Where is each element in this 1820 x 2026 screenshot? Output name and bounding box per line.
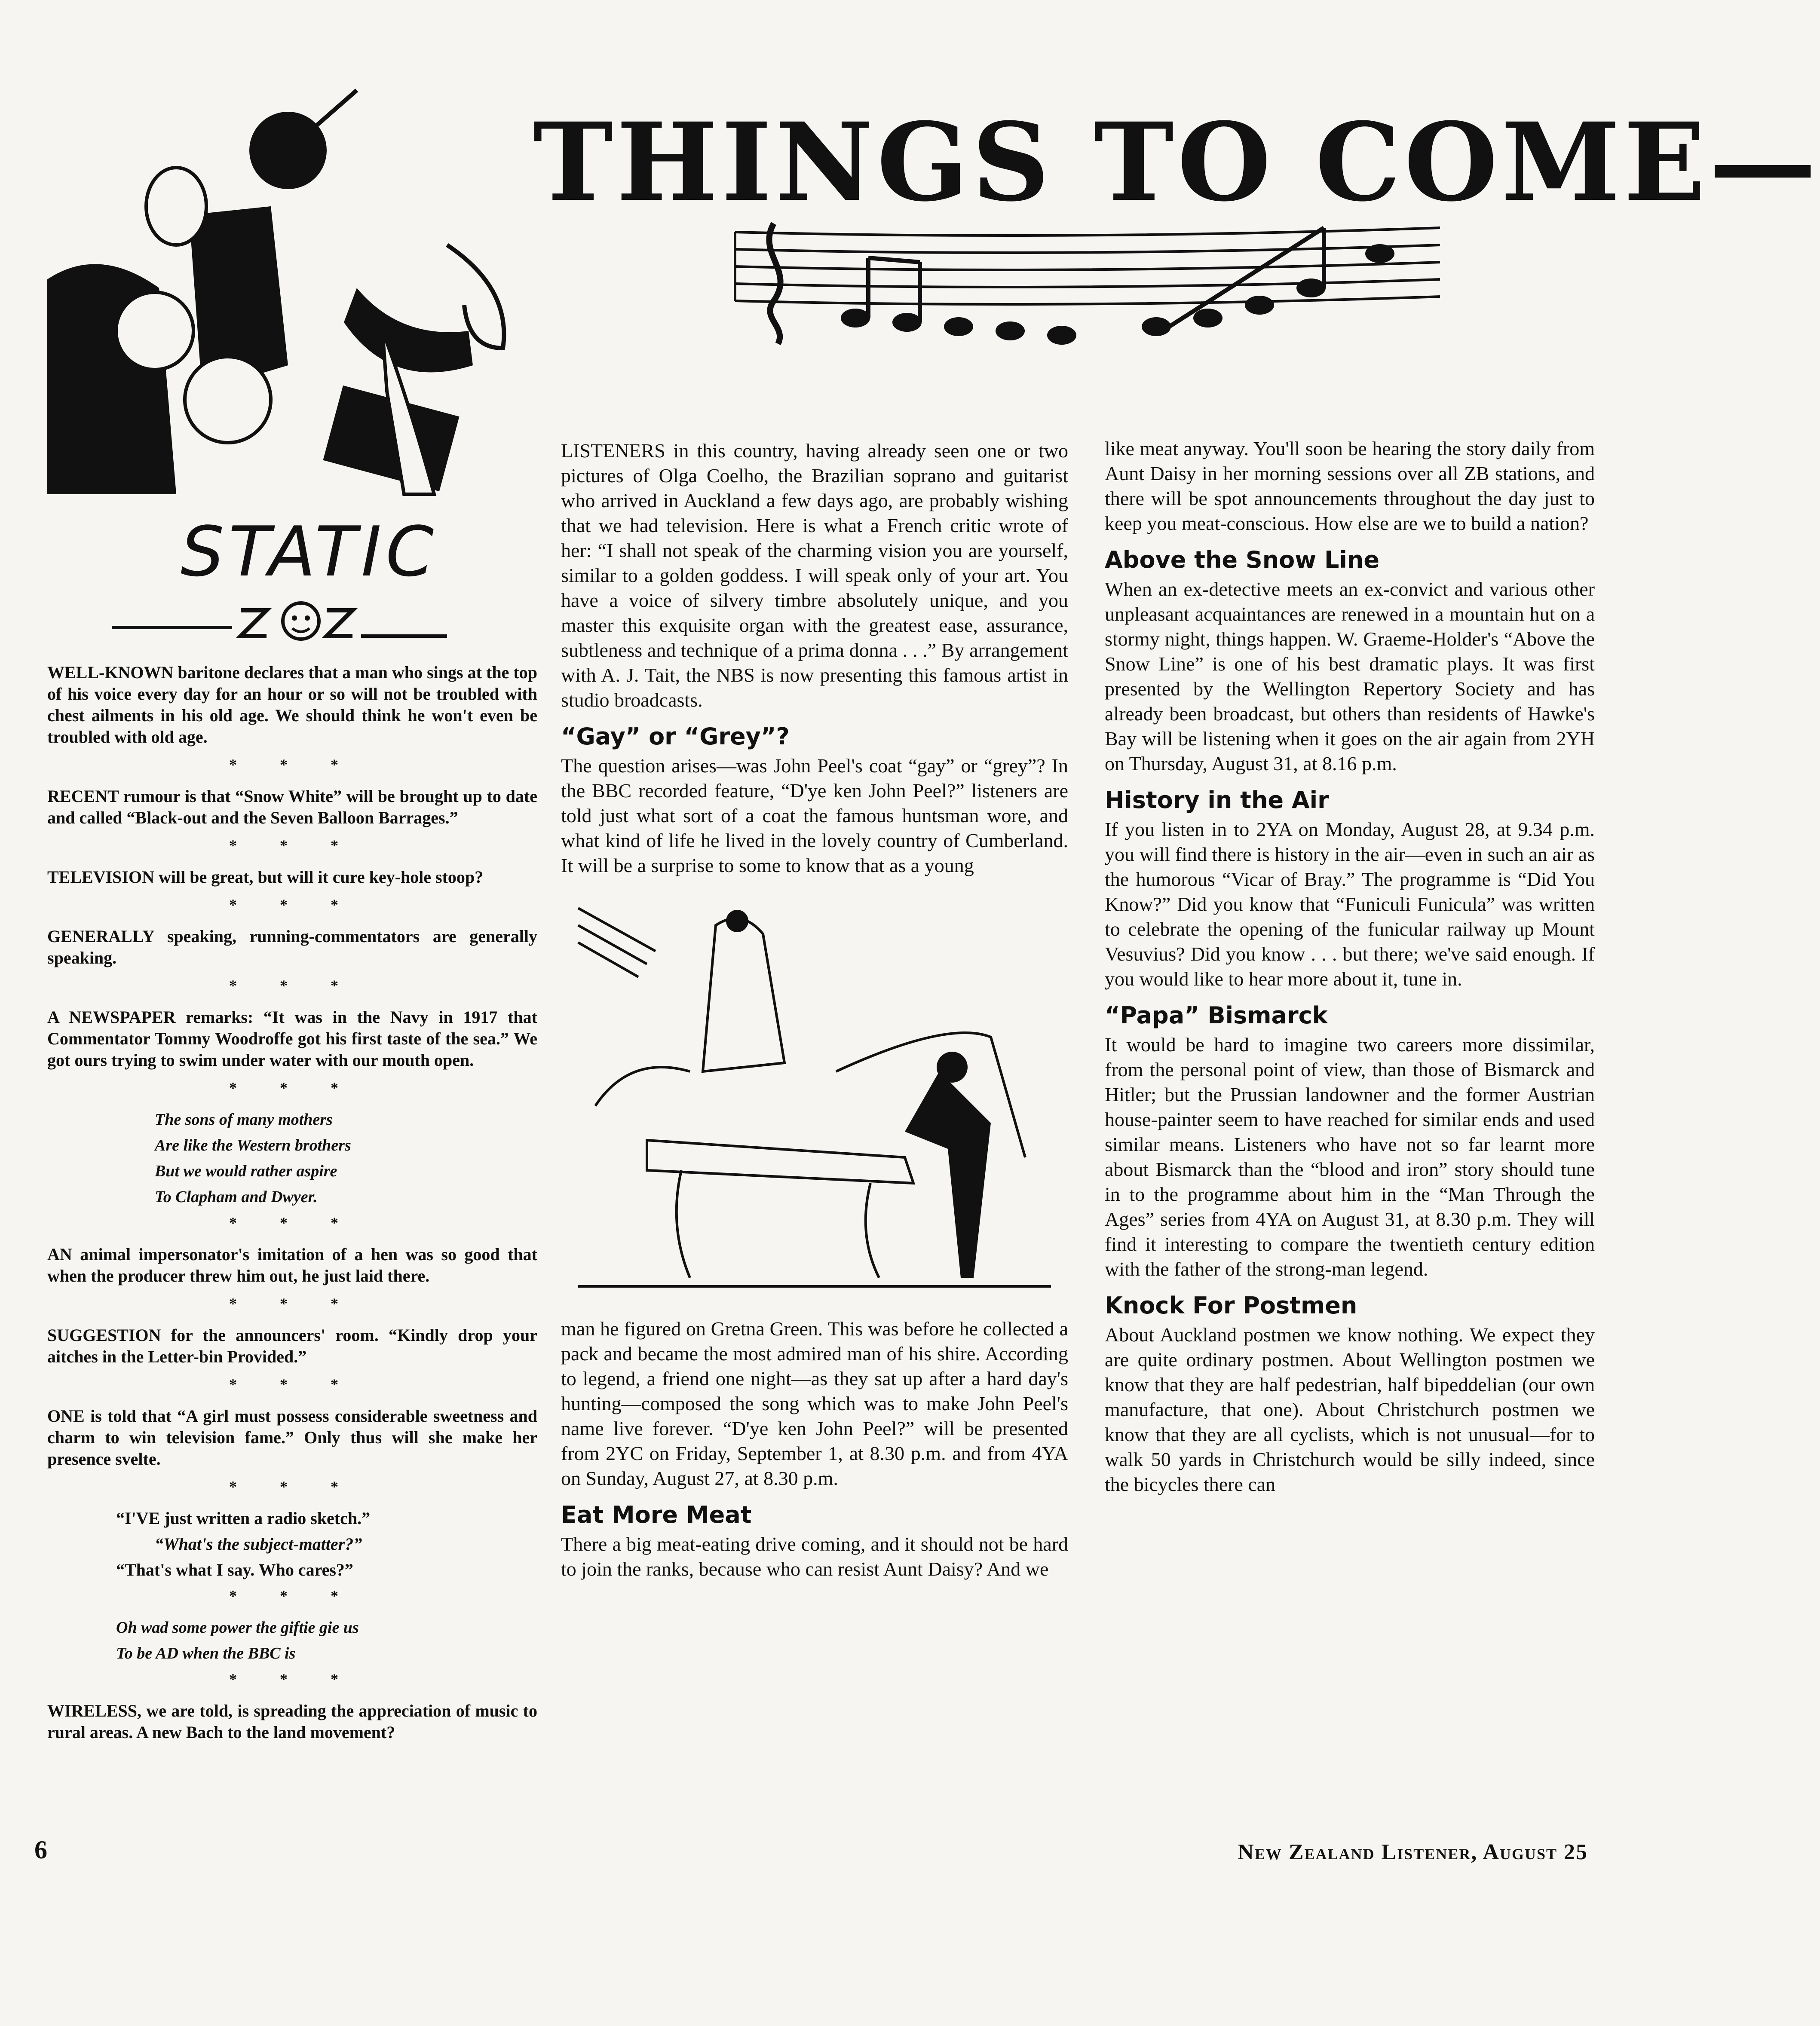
verse-line: But we would rather aspire — [155, 1162, 337, 1180]
stars-divider: *** — [229, 896, 381, 913]
meat-paragraph: There a big meat-eating drive coming, and it should not be hard to join the ranks, because who can resist Aunt Daisy? And we — [561, 1533, 1068, 1580]
heading-above-snow-line: Above the Snow Line — [1105, 546, 1379, 573]
static-item: RECENT rumour is that “Snow White” will be brought up to date and called “Black-out and the Seven Balloon Barrages.” — [47, 787, 537, 827]
musicians-illustration — [47, 64, 542, 516]
static-item: A NEWSPAPER remarks: “It was in the Navy in 1917 that Commentator Tommy Woodroffe got his first taste of the sea.” We got ours trying to swim under water with our mouth open. — [47, 1007, 537, 1070]
verse-line: Are like the Western brothers — [155, 1136, 351, 1154]
stars-divider: *** — [229, 977, 381, 994]
static-column — [47, 662, 537, 1751]
gay-paragraph: The question arises—was John Peel's coat “gay” or “grey”? In the BBC recorded feature, “D'ye ken John Peel?” listeners are told just what sort of a coat the famous huntsman wore, and what kind of life he lived in the lovely country of Cumberland. It will be a surprise to some to know that as a young — [561, 755, 1068, 876]
heading-history-in-air: History in the Air — [1105, 787, 1329, 814]
static-item: GENERALLY speaking, running-commentators are generally speaking. — [47, 927, 537, 967]
page-number: 6 — [34, 1836, 47, 1864]
music-staff-illustration — [726, 215, 1449, 395]
dialog-line: “What's the subject-matter?” — [155, 1534, 362, 1554]
right-column — [1105, 436, 1595, 1505]
middle-column — [561, 438, 1068, 1589]
stars-divider: *** — [229, 1376, 381, 1393]
static-title: STATIC — [181, 511, 438, 592]
static-item: TELEVISION will be great, but will it cure key-hole stoop? — [47, 867, 484, 887]
stars-divider: *** — [229, 1587, 381, 1604]
heading-papa-bismarck: “Papa” Bismarck — [1105, 1002, 1328, 1029]
static-item: WELL-KNOWN baritone declares that a man who sings at the top of his voice every day for an hour or so will not be troubled with chest ailments in his old age. We should think he won't even be troubled with old age. — [47, 663, 537, 747]
stars-divider: *** — [229, 1671, 381, 1688]
heading-eat-more-meat: Eat More Meat — [561, 1501, 752, 1528]
history-paragraph: If you listen in to 2YA on Monday, August 28, at 9.34 p.m. you will find there is history in the air—even in such an air as the humorous “Vicar of Bray.” The programme is “Did You Know?” Did you know that “Funiculi Funicula” was written to celebrate the opening of the funicular railway up Mount Vesuvius? Did you know . . . but there; we've said enough. If you would like to hear more about it, tune in. — [1105, 818, 1595, 990]
intro-paragraph: LISTENERS in this country, having already seen one or two pictures of Olga Coelho, the Brazilian soprano and guitarist who arrived in Auckland a few days ago, are probably wishing that we had television. Here is what a French critic wrote of her: “I shall not speak of the charming vision you are yourself, similar to a golden goddess. I will speak only of your art. You have a voice of silvery timbre absolutely unique, and you master this exquisite organ with the greatest ease, assurance, subtleness and technique of a prima donna . . .” By arrangement with A. J. Tait, the NBS is now presenting this famous artist in studio broadcasts. — [561, 440, 1068, 711]
stars-divider: *** — [229, 837, 381, 854]
verse-line: To Clapham and Dwyer. — [155, 1188, 318, 1206]
gay-paragraph-cont: man he figured on Gretna Green. This was before he collected a pack and became the most admired man of his shire. According to legend, a friend one night—as they sat up after a hard day's hunting—composed the song which was to make John Peel's name live forever. “D'ye ken John Peel?” will be presented from 2YC on Friday, September 1, at 8.30 p.m. and from 4YA on Sunday, August 27, at 8.30 p.m. — [561, 1318, 1068, 1489]
snow-paragraph: When an ex-detective meets an ex-convict and various other unpleasant acquaintances are renewed in a mountain hut on a stormy night, things happen. W. Graeme-Holder's “Above the Snow Line” is one of his best dramatic plays. It was first presented by the Wellington Repertory Society and has already been broadcast, but others than residents of Hawke's Bay will be listening when it goes on the air again from 2YH on Thursday, August 31, at 8.16 p.m. — [1105, 578, 1595, 774]
stars-divider: *** — [229, 1079, 381, 1096]
static-item: SUGGESTION for the announcers' room. “Kindly drop your aitches in the Letter-bin Provided.” — [47, 1325, 537, 1366]
verse-line: The sons of many mothers — [155, 1111, 333, 1129]
heading-gay-or-grey: “Gay” or “Grey”? — [561, 723, 790, 750]
page-title: THINGS TO COME— — [533, 99, 1820, 225]
huntsman-illustration — [561, 891, 1068, 1304]
papa-paragraph: It would be hard to imagine two careers more dissimilar, from the personal point of view, than those of Bismarck and Hitler; but the Prussian landowner and the former Austrian house-painter seem to have reached for similar ends and used similar means. Listeners who have not so far learnt more about Bismarck than the “blood and iron” story should tune in to the programme about him in the “Man Through the Ages” series from 4YA on August 31, at 8.30 p.m. They will find it interesting to compare the twentieth century edition with the father of the strong-man legend. — [1105, 1034, 1595, 1280]
dialog-line: “That's what I say. Who cares?” — [116, 1560, 353, 1579]
stars-divider: *** — [229, 756, 381, 773]
knock-paragraph: About Auckland postmen we know nothing. We expect they are quite ordinary postmen. About Wellington postmen we know that they are half pedestrian, half bipeddelian (our own manufacture, that one). About Christchurch postmen we know that they are all cyclists, which is not unusual—for to walk 50 yards in Christchurch would be silly indeed, since the bicycles there can — [1105, 1324, 1595, 1495]
heading-knock-for-postmen: Knock For Postmen — [1105, 1292, 1357, 1319]
static-item: WIRELESS, we are told, is spreading the appreciation of music to rural areas. A new Bach to the land movement? — [47, 1701, 537, 1742]
verse-line: Oh wad some power the giftie gie us — [116, 1619, 359, 1637]
static-item: ONE is told that “A girl must possess considerable sweetness and charm to win television fame.” Only thus will she make her presence svelte. — [47, 1406, 537, 1469]
verse-line: To be AD when the BBC is — [116, 1644, 296, 1662]
stars-divider: *** — [229, 1478, 381, 1495]
dialog-line: “I'VE just written a radio sketch.” — [116, 1509, 371, 1528]
meat-paragraph-cont: like meat anyway. You'll soon be hearing the story daily from Aunt Daisy in her morning sessions over all ZB stations, and there will be spot announcements throughout the day just to keep you meat-conscious. How else are we to build a nation? — [1105, 438, 1595, 534]
static-item: AN animal impersonator's imitation of a hen was so good that when the producer threw him out, he just laid there. — [47, 1245, 537, 1285]
publication-footer: New Zealand Listener, August 25 — [1238, 1840, 1588, 1864]
stars-divider: *** — [229, 1214, 381, 1231]
static-divider-face-icon — [112, 593, 447, 649]
stars-divider: *** — [229, 1295, 381, 1312]
